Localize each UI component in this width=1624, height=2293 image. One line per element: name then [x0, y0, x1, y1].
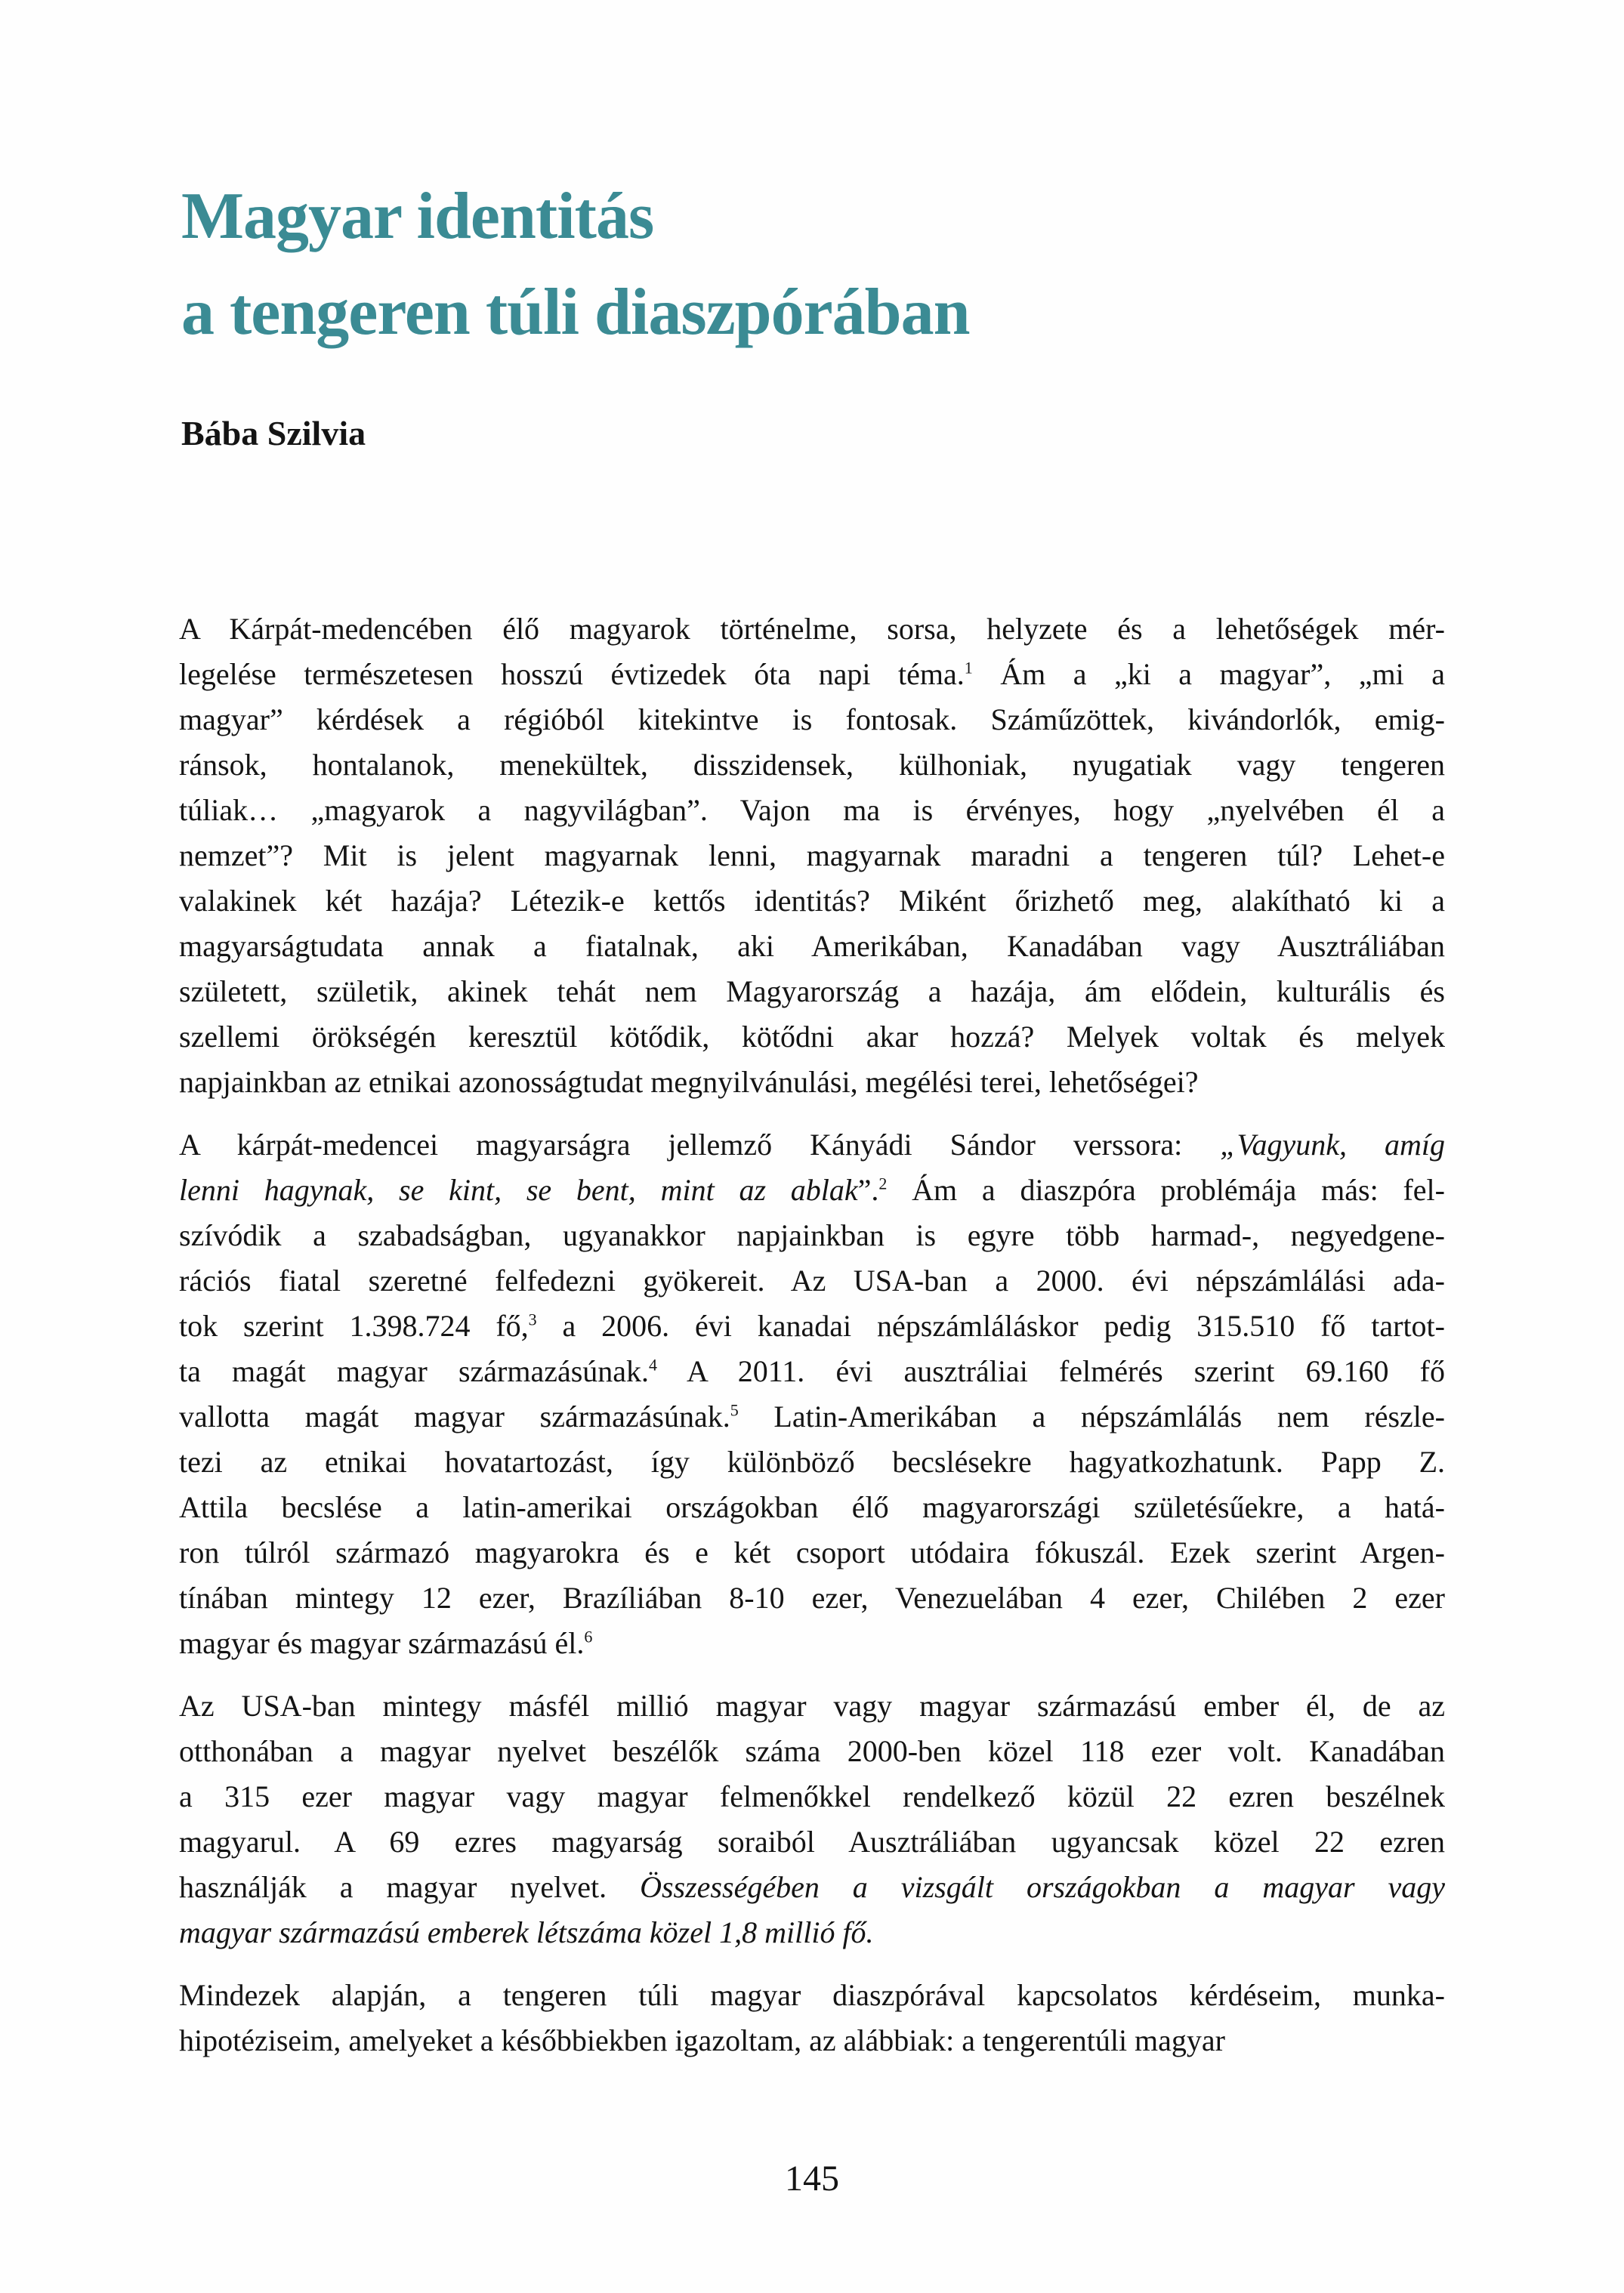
- text-segment: magyar” kérdések a régióból kitekintve is fontosak. Száműzöttek, kivándorlók, emig-: [179, 702, 1445, 736]
- text-segment: Ám a „ki a magyar”, „mi a: [972, 657, 1445, 691]
- text-segment: Latin-Amerikában a népszámlálás nem részle-: [738, 1400, 1445, 1434]
- text-segment: A kárpát-medencei magyarságra jellemző Kányádi Sándor verssora:: [179, 1128, 1221, 1162]
- page-title-line1: Magyar identitás: [181, 180, 654, 253]
- text-segment: magyar és magyar származású él.: [179, 1626, 585, 1660]
- text-segment: A 2011. évi ausztráliai felmérés szerint 69.160 fő: [657, 1354, 1445, 1388]
- text-line: [179, 1213, 1445, 1258]
- text-line: [179, 1485, 1445, 1530]
- text-line: [179, 969, 1445, 1014]
- text-line: [179, 697, 1445, 742]
- footnote-marker: 1: [964, 658, 973, 677]
- text-segment: ránsok, hontalanok, menekültek, disszidensek, külhoniak, nyugatiak vagy tengeren: [179, 748, 1445, 782]
- text-segment: lenni hagynak, se kint, se bent, mint az ablak: [179, 1173, 858, 1207]
- text-segment: valakinek két hazája? Létezik-e kettős identitás? Miként őrizhető meg, alakítható ki a: [179, 884, 1445, 918]
- page-number: 145: [785, 2159, 839, 2199]
- text-line: [179, 1304, 1445, 1349]
- text-segment: született, születik, akinek tehát nem Magyarország a hazája, ám elődein, kulturális és: [179, 974, 1445, 1008]
- text-line: [179, 652, 1445, 697]
- footnote-marker: 3: [528, 1310, 537, 1329]
- footnote-marker: 5: [730, 1400, 739, 1420]
- author-name: Bába Szilvia: [181, 414, 366, 452]
- text-line: [179, 1349, 1445, 1394]
- text-segment: legelése természetesen hosszú évtizedek óta napi téma.: [179, 657, 965, 691]
- text-line: [179, 1258, 1445, 1304]
- footnote-marker: 4: [649, 1355, 658, 1375]
- text-line: [179, 924, 1445, 969]
- text-line: [179, 788, 1445, 833]
- text-segment: nemzet”? Mit is jelent magyarnak lenni, magyarnak maradni a tengeren túl? Lehet-e: [179, 838, 1445, 872]
- text-line: [179, 878, 1445, 924]
- text-segment: használják a magyar nyelvet.: [179, 1870, 641, 1904]
- paragraph: [179, 1683, 1445, 1955]
- text-segment: tok szerint 1.398.724 fő,: [179, 1309, 529, 1343]
- text-segment: szellemi örökségén keresztül kötődik, kötődni akar hozzá? Melyek voltak és melyek: [179, 1020, 1445, 1054]
- text-line: [179, 1910, 1445, 1955]
- text-line: [179, 1060, 1445, 1105]
- text-segment: magyarul. A 69 ezres magyarság soraiból Ausztráliában ugyancsak közel 22 ezren: [179, 1825, 1445, 1859]
- page-title-line2: a tengeren túli diaszpórában: [181, 276, 970, 349]
- text-segment: hipotéziseim, amelyeket a későbbiekben igazoltam, az alábbiak: a tengerentúli magyar: [179, 2023, 1225, 2057]
- text-segment: magyar származású emberek létszáma közel 1,8 millió fő.: [179, 1915, 874, 1949]
- text-segment: rációs fiatal szeretné felfedezni gyökereit. Az USA-ban a 2000. évi népszámlálási ada-: [179, 1264, 1445, 1298]
- body-paragraphs: [179, 606, 1445, 2063]
- text-segment: tezi az etnikai hovatartozást, így különböző becslésekre hagyatkozhatunk. Papp Z.: [179, 1445, 1445, 1479]
- text-line: [179, 1865, 1445, 1910]
- text-segment: túliak… „magyarok a nagyvilágban”. Vajon ma is érvényes, hogy „nyelvében él a: [179, 793, 1445, 827]
- text-line: [179, 1394, 1445, 1440]
- text-segment: Attila becslése a latin-amerikai országokban élő magyarországi születésűekre, a hatá-: [179, 1490, 1445, 1524]
- text-segment: Összességében a vizsgált országokban a magyar vagy: [640, 1870, 1445, 1904]
- footnote-marker: 2: [878, 1174, 888, 1193]
- text-segment: magyarságtudata annak a fiatalnak, aki Amerikában, Kanadában vagy Ausztráliában: [179, 929, 1445, 963]
- text-line: [179, 833, 1445, 878]
- text-line: [179, 1621, 1445, 1666]
- text-line: [179, 1575, 1445, 1621]
- text-line: [179, 606, 1445, 652]
- text-line: [179, 1440, 1445, 1485]
- text-line: [179, 1819, 1445, 1865]
- text-segment: Az USA-ban mintegy másfél millió magyar vagy magyar származású ember él, de az: [179, 1689, 1445, 1723]
- text-line: [179, 1014, 1445, 1060]
- text-segment: a 315 ezer magyar vagy magyar felmenőkkel rendelkező közül 22 ezren beszélnek: [179, 1779, 1445, 1813]
- paragraph: [179, 1973, 1445, 2063]
- text-segment: ron túlról származó magyarokra és e két csoport utódaira fókuszál. Ezek szerint Argen-: [179, 1535, 1445, 1569]
- text-line: [179, 1683, 1445, 1729]
- text-line: [179, 1530, 1445, 1575]
- text-segment: ta magát magyar származásúnak.: [179, 1354, 650, 1388]
- text-segment: „Vagyunk, amíg: [1220, 1128, 1445, 1162]
- text-segment: a 2006. évi kanadai népszámláláskor pedig 315.510 fő tartot-: [536, 1309, 1445, 1343]
- text-segment: Mindezek alapján, a tengeren túli magyar diaszpórával kapcsolatos kérdéseim, munka-: [179, 1978, 1445, 2012]
- footnote-marker: 6: [584, 1627, 593, 1646]
- text-segment: tínában mintegy 12 ezer, Brazíliában 8-10 ezer, Venezuelában 4 ezer, Chilében 2 ezer: [179, 1581, 1445, 1615]
- paragraph: [179, 1122, 1445, 1666]
- text-segment: ”.: [857, 1173, 879, 1207]
- text-segment: A Kárpát-medencében élő magyarok történelme, sorsa, helyzete és a lehetőségek mér-: [179, 612, 1445, 646]
- text-segment: napjainkban az etnikai azonosságtudat megnyilvánulási, megélési terei, lehetőségei?: [179, 1065, 1199, 1099]
- text-segment: Ám a diaszpóra problémája más: fel-: [887, 1173, 1445, 1207]
- text-segment: szívódik a szabadságban, ugyanakkor napjainkban is egyre több harmad-, negyedgene-: [179, 1218, 1445, 1252]
- text-line: [179, 1729, 1445, 1774]
- text-line: [179, 1122, 1445, 1168]
- text-segment: otthonában a magyar nyelvet beszélők száma 2000-ben közel 118 ezer volt. Kanadában: [179, 1734, 1445, 1768]
- paragraph: [179, 606, 1445, 1105]
- text-line: [179, 2018, 1445, 2063]
- text-line: [179, 1168, 1445, 1213]
- text-line: [179, 1973, 1445, 2018]
- text-line: [179, 1774, 1445, 1819]
- text-line: [179, 742, 1445, 788]
- text-segment: vallotta magát magyar származásúnak.: [179, 1400, 730, 1434]
- page-title: [181, 168, 1450, 360]
